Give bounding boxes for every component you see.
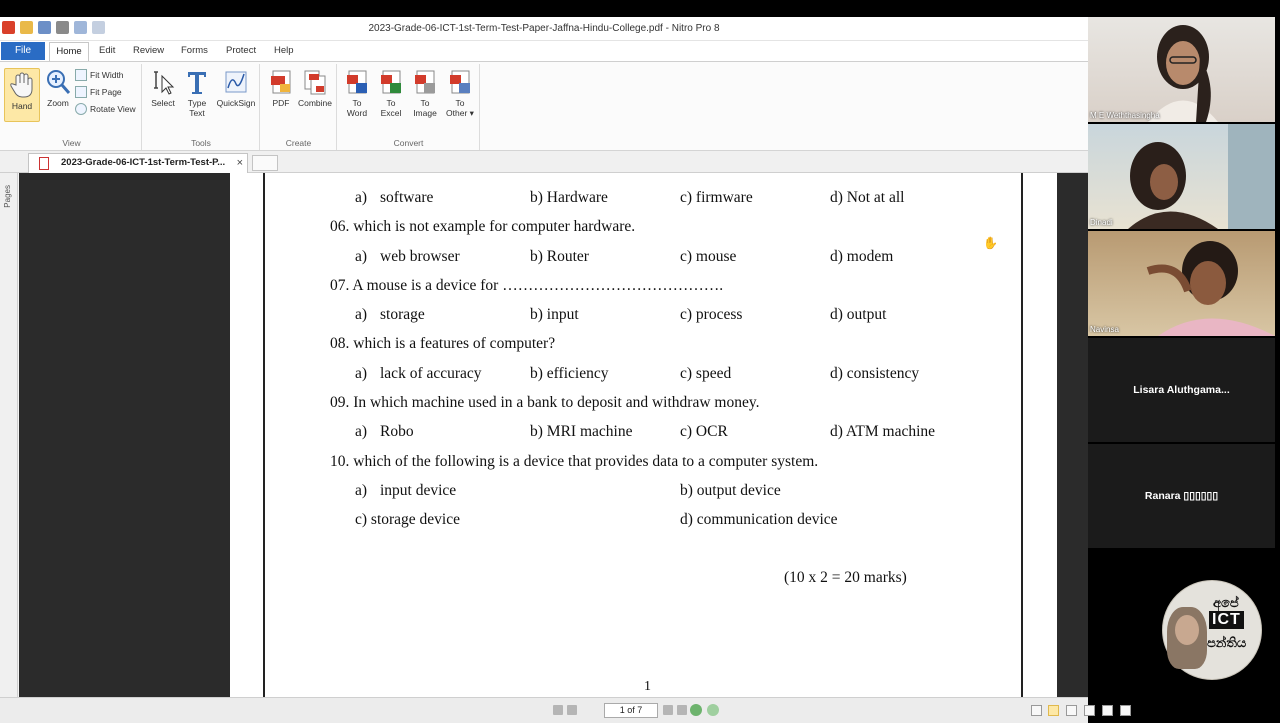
q06-option-b: b) Router (530, 248, 589, 265)
menu-bar (0, 41, 1088, 61)
q09-option-c: c) OCR (680, 423, 728, 440)
participant-name: Lisara Aluthgama... (1133, 384, 1230, 396)
channel-logo (1162, 580, 1262, 680)
document-tab-bar (0, 151, 1088, 173)
ribbon-group-tools (143, 64, 260, 150)
page-border (263, 173, 1023, 713)
q08-option-c: c) speed (680, 365, 732, 382)
question-08: 08. which is a features of computer? (330, 335, 556, 352)
logo-text-line1: අපේ (1213, 595, 1239, 610)
group-label-convert: Convert (393, 138, 424, 148)
last-page-icon[interactable] (677, 705, 687, 715)
type-text-icon (184, 68, 210, 96)
ribbon-group-view (2, 64, 142, 150)
q07-option-a: storage (380, 306, 425, 323)
new-tab-button[interactable] (252, 155, 278, 171)
participant-video-image (1088, 231, 1275, 336)
q10-option-a-letter: a) (355, 482, 368, 499)
quicksign-icon (223, 68, 249, 96)
close-tab-icon[interactable]: × (236, 157, 243, 169)
logo-text-line2: ICT (1209, 611, 1244, 629)
tab-home[interactable]: Home (49, 42, 89, 61)
question-09: 09. In which machine used in a bank to deposit and withdraw money. (330, 394, 760, 411)
participant-name: Dinadi (1090, 218, 1113, 227)
to-image-button[interactable]: To Image (408, 68, 442, 118)
q08-option-b: b) efficiency (530, 365, 609, 382)
facing-continuous-view-icon[interactable] (1084, 705, 1095, 716)
q08-option-d: d) consistency (830, 365, 920, 382)
file-menu[interactable]: File (1, 42, 45, 60)
zoom-icon (45, 68, 71, 96)
ribbon (0, 61, 1088, 151)
combine-icon (302, 68, 328, 96)
title-bar (0, 17, 1088, 41)
fit-page-button[interactable]: Fit Page (75, 86, 122, 98)
question-07: 07. A mouse is a device for ……………………………………. (330, 277, 724, 294)
participant-video-image (1088, 17, 1275, 122)
tab-edit[interactable]: Edit (99, 45, 116, 56)
participant-video-image (1088, 124, 1275, 229)
rotate-view-button[interactable]: Rotate View (75, 103, 136, 115)
first-page-icon[interactable] (553, 705, 563, 715)
facing-view-icon[interactable] (1066, 705, 1077, 716)
fit-width-icon (75, 69, 87, 81)
previous-page-icon[interactable] (567, 705, 577, 715)
tab-review[interactable]: Review (133, 45, 165, 56)
tab-forms[interactable]: Forms (181, 45, 208, 56)
q08-option-a: lack of accuracy (380, 365, 482, 382)
nitro-window (0, 17, 1088, 715)
tab-protect[interactable]: Protect (226, 45, 257, 56)
to-excel-button[interactable]: To Excel (374, 68, 408, 118)
pages-sidebar (0, 173, 18, 697)
q05-option-b: b) Hardware (530, 189, 608, 206)
to-other-button[interactable]: To Other ▾ (442, 68, 478, 118)
pdf-page (230, 173, 1057, 713)
dropdown-arrow-icon[interactable]: ▾ (467, 108, 474, 118)
ribbon-group-convert (338, 64, 480, 150)
question-06: 06. which is not example for computer hardware. (330, 218, 636, 235)
group-label-view: View (62, 138, 81, 148)
to-other-icon (447, 68, 473, 96)
hand-icon (9, 71, 35, 99)
q10-option-c: c) storage device (355, 511, 460, 528)
select-button[interactable]: Select (145, 68, 181, 108)
type-text-button[interactable]: Type Text (179, 68, 215, 118)
group-label-create: Create (285, 138, 312, 148)
select-cursor-icon (150, 68, 176, 96)
participant-name: Navinsa (1090, 325, 1119, 334)
q05-option-a-letter: a) (355, 189, 368, 206)
window-title: 2023-Grade-06-ICT-1st-Term-Test-Paper-Jaffna-Hindu-College.pdf - Nitro Pro 8 (368, 23, 720, 34)
q09-option-a-letter: a) (355, 423, 368, 440)
continuous-view-icon[interactable] (1048, 705, 1059, 716)
page-indicator[interactable]: 1 of 7 (604, 703, 658, 718)
fit-page-icon (75, 86, 87, 98)
tab-help[interactable]: Help (274, 45, 294, 56)
zoom-button[interactable]: Zoom (40, 68, 76, 108)
pdf-file-icon (39, 157, 49, 170)
rotate-icon (75, 103, 87, 115)
participant-name: Ranara ▯▯▯▯▯▯ (1144, 490, 1219, 502)
q09-option-b: b) MRI machine (530, 423, 633, 440)
fullscreen-view-icon[interactable] (1120, 705, 1131, 716)
participant-name: M E Weththasingha (1090, 111, 1160, 120)
ribbon-group-create (261, 64, 337, 150)
to-word-button[interactable]: To Word (340, 68, 374, 118)
q05-option-a: software (380, 189, 434, 206)
q06-option-c: c) mouse (680, 248, 737, 265)
participant-video-1[interactable] (1088, 17, 1275, 122)
marks-summary: (10 x 2 = 20 marks) (784, 569, 907, 586)
logo-text-line3: පන්තිය (1207, 635, 1247, 650)
q07-option-a-letter: a) (355, 306, 368, 323)
to-excel-icon (378, 68, 404, 96)
q05-option-c: c) firmware (680, 189, 753, 206)
to-word-icon (344, 68, 370, 96)
hand-cursor-icon: ✋ (983, 236, 998, 250)
next-page-icon[interactable] (663, 705, 673, 715)
play-icon[interactable] (690, 704, 702, 716)
q07-option-c: c) process (680, 306, 743, 323)
fit-width-view-icon[interactable] (1102, 705, 1113, 716)
q10-option-d: d) communication device (680, 511, 838, 528)
group-label-tools: Tools (191, 138, 211, 148)
fit-width-button[interactable]: Fit Width (75, 69, 124, 81)
quicksign-button[interactable]: QuickSign (215, 68, 257, 108)
q07-option-d: d) output (830, 306, 887, 323)
stop-icon[interactable] (707, 704, 719, 716)
participant-tile-4[interactable] (1088, 338, 1275, 442)
document-viewport[interactable] (19, 173, 1088, 697)
q05-option-d: d) Not at all (830, 189, 905, 206)
participant-video-3[interactable] (1088, 231, 1275, 336)
q06-option-d: d) modem (830, 248, 894, 265)
to-image-icon (412, 68, 438, 96)
pages-panel-tab[interactable]: Pages (3, 185, 12, 208)
q09-option-a: Robo (380, 423, 414, 440)
question-10: 10. which of the following is a device that provides data to a computer system. (330, 453, 819, 470)
document-tab-title: 2023-Grade-06-ICT-1st-Term-Test-P... (61, 157, 226, 168)
hand-tool-button[interactable]: Hand (4, 68, 40, 122)
document-tab[interactable] (28, 153, 248, 173)
create-pdf-button[interactable]: PDF (263, 68, 299, 108)
q07-option-b: b) input (530, 306, 579, 323)
q10-option-a: input device (380, 482, 457, 499)
q09-option-d: d) ATM machine (830, 423, 936, 440)
q06-option-a-letter: a) (355, 248, 368, 265)
participant-video-2[interactable] (1088, 124, 1275, 229)
combine-button[interactable]: Combine (297, 68, 333, 108)
pdf-icon (268, 68, 294, 96)
status-bar (0, 697, 1088, 723)
page-footer-number: 1 (644, 679, 651, 694)
q08-option-a-letter: a) (355, 365, 368, 382)
q06-option-a: web browser (380, 248, 460, 265)
q10-option-b: b) output device (680, 482, 781, 499)
participant-tile-5[interactable] (1088, 444, 1275, 548)
single-page-view-icon[interactable] (1031, 705, 1042, 716)
logo-portrait-face (1175, 615, 1199, 645)
